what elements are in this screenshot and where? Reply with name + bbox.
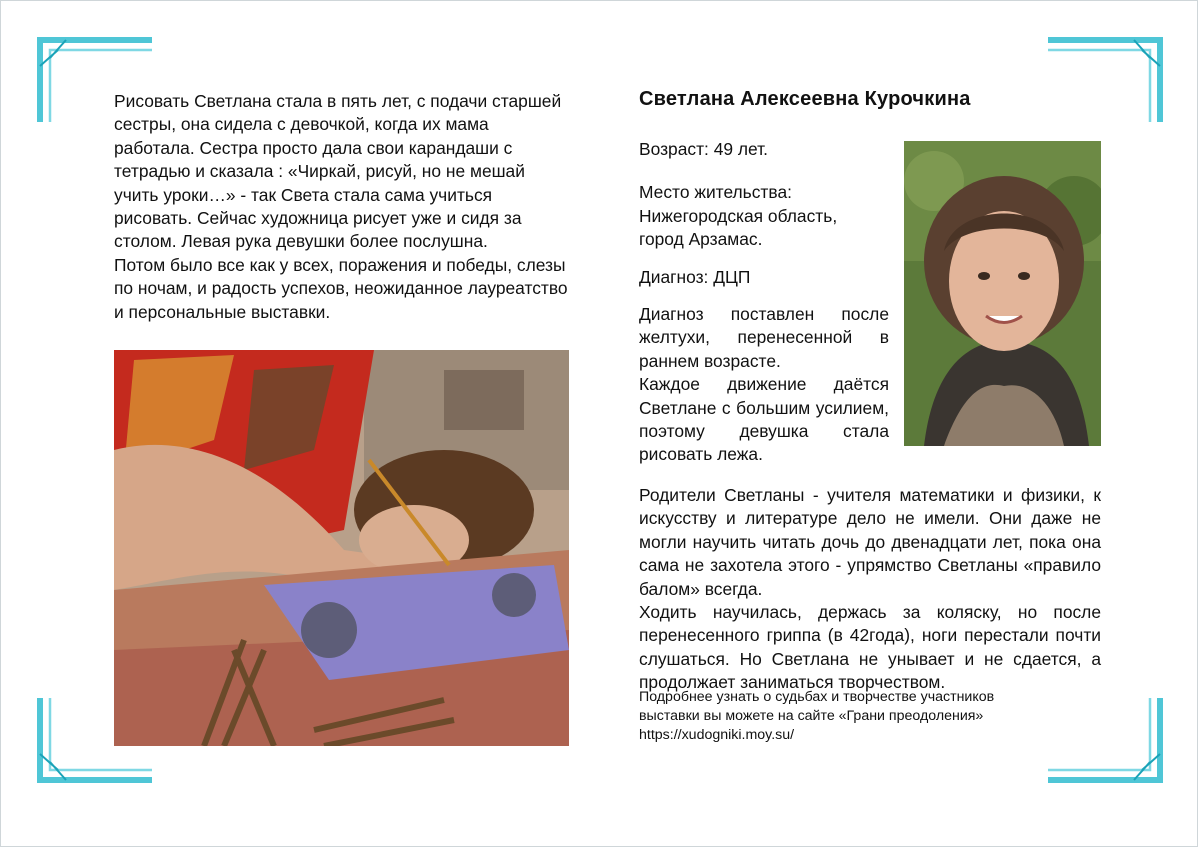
profile-details bbox=[639, 138, 889, 467]
person-name: Светлана Алексеевна Курочкина bbox=[639, 88, 971, 110]
artist-drawing-photo bbox=[114, 350, 569, 746]
corner-ornament-top-right bbox=[1044, 36, 1164, 126]
family-paragraph-1: Родители Светланы - учителя математики и физики, к искусству и литературе дело не имели. Они даже не могли научить читать дочь до двенадцати лет, пока она сама не захотела этого - упрямство Светланы «правило балом» всегда. bbox=[639, 485, 1101, 599]
residence-block bbox=[639, 181, 889, 251]
diagnosis-detail: Диагноз поставлен после желтухи, перенесенной в раннем возрасте. bbox=[639, 304, 889, 371]
footer-url-link[interactable]: https://xudogniki.moy.su/ bbox=[639, 727, 795, 743]
intro-paragraph-2: Потом было все как у всех, поражения и победы, слезы по ночам, и радость успехов, неожиданное лауреатство и персональные выставки. bbox=[114, 254, 568, 322]
residence-region: Нижегородская область, bbox=[639, 205, 838, 226]
footer-note bbox=[639, 688, 1099, 745]
movement-detail: Каждое движение даётся Светлане с большим усилием, поэтому девушка стала рисовать лежа. bbox=[639, 374, 889, 465]
intro-paragraph-1: Рисовать Светлана стала в пять лет, с подачи старшей сестры, она сидела с девочкой, когда их мама работала. Сестра просто дала свои карандаши с тетрадью и сказала : «Чиркай, рисуй, но не мешай учить уроки…» - так Света стала сама учиться рисовать. Сейчас художница рисует уже и сидя за столом. Левая рука девушки более послушна. bbox=[114, 91, 562, 252]
age-line: Возраст: 49 лет. bbox=[639, 139, 769, 159]
intro-text-block bbox=[114, 90, 574, 324]
family-paragraph-2: Ходить научилась, держась за коляску, но после перенесенного гриппа (в 42года), ноги перестали почти слушаться. Но Светлана не унывает и не сдается, а продолжает заниматься творчеством. bbox=[639, 602, 1101, 693]
diagnosis-line: Диагноз: ДЦП bbox=[639, 266, 751, 287]
residence-label: Место жительства: bbox=[639, 182, 792, 203]
footer-line-2: выставки вы можете на сайте «Грани преодоления» bbox=[639, 708, 984, 724]
footer-line-1: Подробнее узнать о судьбах и творчестве участников bbox=[639, 689, 995, 705]
family-text-block bbox=[639, 484, 1101, 695]
residence-city: город Арзамас. bbox=[639, 229, 763, 250]
portrait-photo bbox=[904, 141, 1101, 446]
